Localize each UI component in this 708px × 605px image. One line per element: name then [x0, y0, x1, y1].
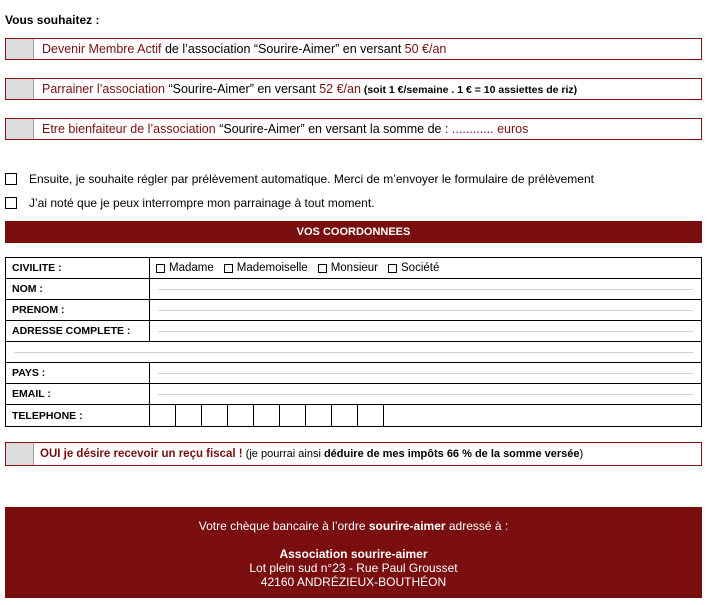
pays-label: PAYS : [6, 363, 150, 384]
civilite-options [150, 258, 702, 279]
prelevement-checkbox[interactable] [5, 173, 17, 185]
footer-address-line-2: 42160 ANDRÉZIEUX-BOUTHÉON [260, 575, 447, 589]
recu-fiscal-main: OUI je désire recevoir un reçu fiscal ! [40, 448, 243, 460]
option-2-title: Parrainer l’association [42, 82, 165, 96]
table-row [6, 258, 702, 279]
email-field[interactable] [150, 384, 702, 405]
telephone-digit-cell[interactable] [332, 405, 358, 426]
table-row [6, 342, 702, 363]
option-2-note: (soit 1 €/semaine . 1 € = 10 assiettes de riz) [360, 84, 578, 96]
adresse-label: ADRESSE COMPLETE : [6, 321, 150, 342]
option-parrainer [5, 78, 702, 100]
prenom-field[interactable] [150, 300, 702, 321]
adresse-field-line-2[interactable] [6, 342, 702, 363]
option-3-title: Etre bienfaiteur de l’association [42, 122, 216, 136]
adresse-field[interactable] [150, 321, 702, 342]
telephone-digit-cell[interactable] [176, 405, 202, 426]
interruption-text: J’ai noté que je peux interrompre mon parrainage à tout moment. [29, 196, 375, 210]
table-row [6, 300, 702, 321]
recu-fiscal-option [5, 442, 702, 466]
telephone-field[interactable] [150, 405, 702, 427]
table-row [6, 279, 702, 300]
option-1-desc: de l’association “Sourire-Aimer” en versant [161, 42, 405, 56]
option-bienfaiteur-text [34, 122, 528, 136]
coordonnees-banner: VOS COORDONNEES [5, 221, 702, 243]
email-label: EMAIL : [6, 384, 150, 405]
telephone-digit-cell[interactable] [254, 405, 280, 426]
option-1-amount: 50 €/an [404, 42, 447, 56]
footer-association-name: Association sourire-aimer [279, 547, 428, 561]
telephone-digit-cell[interactable] [306, 405, 332, 426]
option-1-title: Devenir Membre Actif [42, 42, 162, 56]
interruption-line [5, 196, 375, 210]
prenom-label: PRENOM : [6, 300, 150, 321]
recu-fiscal-note-close: ) [579, 448, 584, 460]
option-membre-actif-text [34, 42, 446, 56]
recu-fiscal-note-open: (je pourrai ainsi [245, 448, 324, 460]
civilite-mademoiselle[interactable]: Mademoiselle [224, 262, 308, 274]
footer-instruction: Votre chèque bancaire à l’ordre sourire-aimer adressé à : [198, 519, 509, 533]
option-2-desc: “Sourire-Aimer” en versant [164, 82, 320, 96]
prelevement-text: Ensuite, je souhaite régler par prélèvement automatique. Merci de m’envoyer le formulaire de prélèvement [29, 172, 594, 186]
footer-address-box [5, 507, 702, 598]
checkbox-icon [388, 264, 397, 273]
nom-label: NOM : [6, 279, 150, 300]
footer-address-line-1: Lot plein sud n°23 - Rue Paul Grousset [249, 561, 458, 575]
table-row [6, 363, 702, 384]
option-bienfaiteur-checkbox[interactable] [6, 119, 34, 139]
telephone-digit-cell[interactable] [228, 405, 254, 426]
option-membre-actif-checkbox[interactable] [6, 39, 34, 59]
page-heading: Vous souhaitez : [5, 13, 100, 27]
recu-fiscal-text [34, 448, 583, 460]
option-2-amount: 52 €/an [319, 82, 361, 96]
civilite-label: CIVILITE : [6, 258, 150, 279]
recu-fiscal-note-bold: déduire de mes impôts 66 % de la somme versée [323, 448, 580, 460]
pays-field[interactable] [150, 363, 702, 384]
telephone-label: TELEPHONE : [6, 405, 150, 427]
table-row [6, 384, 702, 405]
telephone-digit-cell[interactable] [150, 405, 176, 426]
option-parrainer-checkbox[interactable] [6, 79, 34, 99]
prelevement-line [5, 172, 594, 186]
checkbox-icon [156, 264, 165, 273]
option-parrainer-text [34, 82, 577, 96]
option-3-unit: euros [493, 122, 529, 136]
telephone-digit-cell[interactable] [202, 405, 228, 426]
checkbox-icon [224, 264, 233, 273]
recu-fiscal-checkbox[interactable] [6, 443, 34, 465]
civilite-monsieur[interactable]: Monsieur [318, 262, 378, 274]
telephone-digit-cell[interactable] [280, 405, 306, 426]
table-row [6, 321, 702, 342]
civilite-societe[interactable]: Société [388, 262, 439, 274]
nom-field[interactable] [150, 279, 702, 300]
option-3-blank: ............ [451, 122, 494, 136]
table-row [6, 405, 702, 427]
option-bienfaiteur [5, 118, 702, 140]
interruption-checkbox[interactable] [5, 197, 17, 209]
coordonnees-table [5, 257, 702, 427]
civilite-madame[interactable]: Madame [156, 262, 214, 274]
option-membre-actif [5, 38, 702, 60]
telephone-digit-cell[interactable] [358, 405, 384, 426]
option-3-desc: “Sourire-Aimer” en versant la somme de : [215, 122, 452, 136]
checkbox-icon [318, 264, 327, 273]
